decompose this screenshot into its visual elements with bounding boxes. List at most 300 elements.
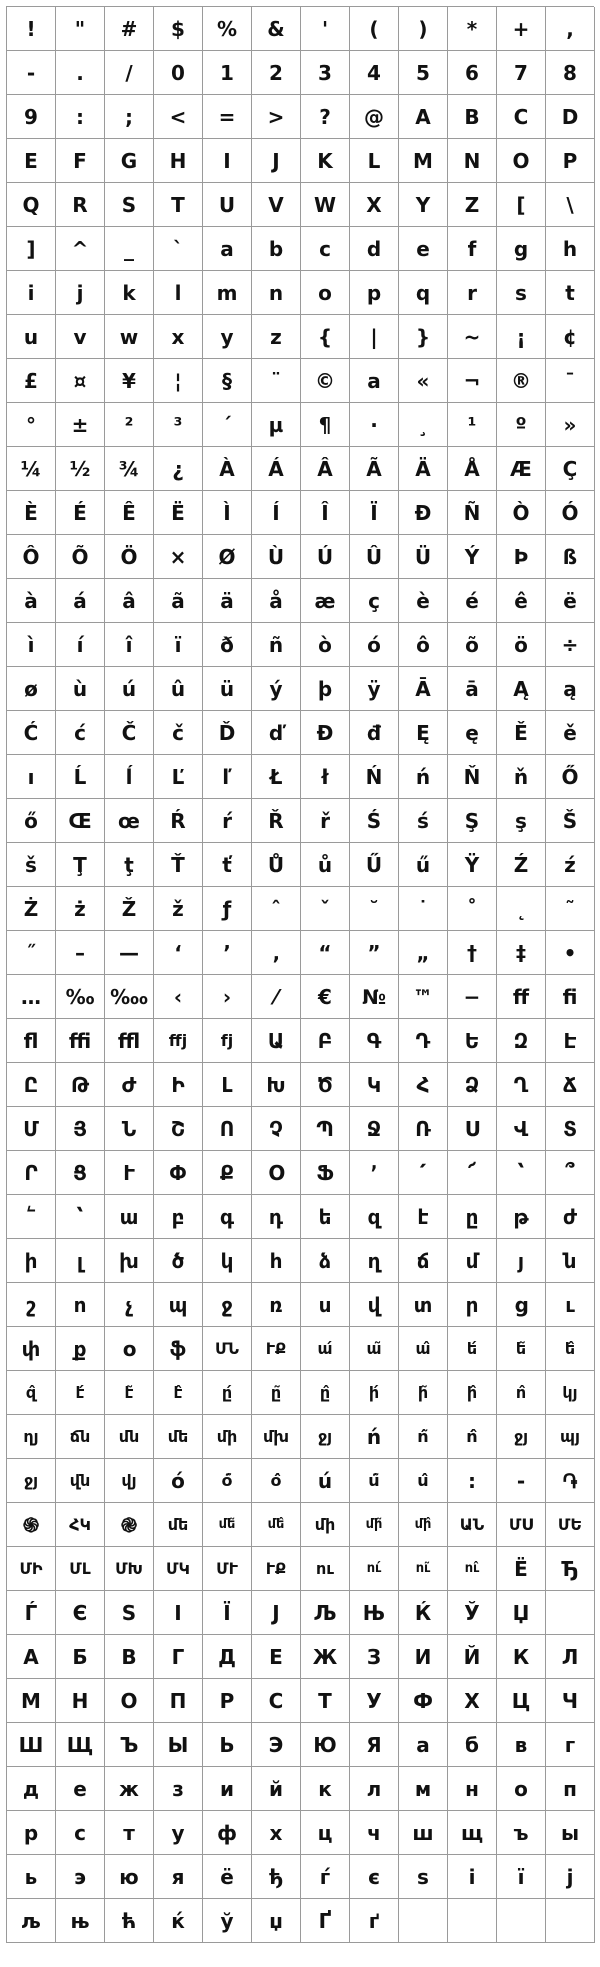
glyph-cell: f [448,227,497,271]
glyph-cell: ю [105,1855,154,1899]
glyph-cell: ђ [252,1855,301,1899]
glyph-cell: ~ [448,315,497,359]
glyph-cell: 6 [448,51,497,95]
glyph-cell: ա̂ [399,1327,448,1371]
glyph-cell: ƒ [203,887,252,931]
glyph-cell: ջ [203,1283,252,1327]
glyph-cell: ո̂ [497,1371,546,1415]
glyph-cell: ե [301,1195,350,1239]
glyph-cell: < [154,95,203,139]
glyph-cell: â [105,579,154,623]
glyph-cell: ﬂ [7,1019,56,1063]
glyph-cell: ô [399,623,448,667]
glyph-cell: § [203,359,252,403]
glyph-cell: մի̃ [350,1503,399,1547]
glyph-cell: t [546,271,595,315]
glyph-cell: i [7,271,56,315]
glyph-cell: ð [203,623,252,667]
glyph-cell: ё [203,1855,252,1899]
glyph-cell: ՄՍ [497,1503,546,1547]
glyph-cell: Ć [7,711,56,755]
glyph-cell: à [7,579,56,623]
glyph-cell: R [56,183,105,227]
glyph-cell: h [546,227,595,271]
glyph-cell: Ո [203,1107,252,1151]
glyph-cell: m [203,271,252,315]
glyph-cell: ֎ [105,1503,154,1547]
glyph-cell: ԱՆ [448,1503,497,1547]
glyph-cell: ї [497,1855,546,1899]
glyph-cell: • [546,931,595,975]
glyph-cell: Ե [448,1019,497,1063]
glyph-cell: E [7,139,56,183]
glyph-cell: ń̂ [448,1415,497,1459]
glyph-cell: е [56,1767,105,1811]
glyph-cell: " [56,7,105,51]
glyph-cell: o [301,271,350,315]
glyph-cell: * [448,7,497,51]
glyph-cell: Ä [399,447,448,491]
glyph-cell: Ј [252,1591,301,1635]
glyph-cell: + [497,7,546,51]
glyph-cell: č [154,711,203,755]
glyph-cell: շ [7,1283,56,1327]
glyph-cell: Ü [399,535,448,579]
glyph-cell: О [105,1679,154,1723]
glyph-cell: ը́ [203,1371,252,1415]
glyph-cell: Ż [7,887,56,931]
glyph-cell: l [154,271,203,315]
glyph-cell: խ [105,1239,154,1283]
glyph-cell: û [154,667,203,711]
glyph-cell: Ş [448,799,497,843]
glyph-cell: Շ [154,1107,203,1151]
glyph-cell: Е [252,1635,301,1679]
glyph-cell: . [56,51,105,95]
glyph-cell: Œ [56,799,105,843]
glyph-cell: ß [546,535,595,579]
glyph-cell: Ґ [301,1899,350,1943]
glyph-cell: № [350,975,399,1019]
glyph-cell: ‹ [154,975,203,1019]
glyph-cell: Ж [301,1635,350,1679]
glyph-cell: ՒՔ [252,1547,301,1591]
glyph-cell: у [154,1811,203,1855]
glyph-cell: ћ [105,1899,154,1943]
glyph-cell: Լ [203,1063,252,1107]
glyph-cell: J [252,139,301,183]
glyph-cell [448,1899,497,1943]
glyph-cell: մե [154,1503,203,1547]
glyph-cell: ľ [203,755,252,799]
glyph-cell: ˜ [546,887,595,931]
glyph-cell: Չ [252,1107,301,1151]
glyph-cell: ա [105,1195,154,1239]
glyph-cell: Х [448,1679,497,1723]
glyph-cell: Ë [154,491,203,535]
glyph-cell: Ւ [105,1151,154,1195]
glyph-cell: µ [252,403,301,447]
glyph-cell: ու̂ [448,1547,497,1591]
glyph-cell: Մ [7,1107,56,1151]
glyph-cell: ու́ [350,1547,399,1591]
glyph-cell: º [497,403,546,447]
glyph-cell: Ф [399,1679,448,1723]
glyph-cell: F [56,139,105,183]
glyph-cell: N [448,139,497,183]
glyph-cell: Ě [497,711,546,755]
glyph-cell: џ [252,1899,301,1943]
glyph-cell: ü [203,667,252,711]
glyph-cell: r [448,271,497,315]
glyph-cell: Z [448,183,497,227]
glyph-cell: ճն [56,1415,105,1459]
glyph-cell: յ [497,1239,546,1283]
glyph-cell: 9 [7,95,56,139]
glyph-cell: щ [448,1811,497,1855]
glyph-cell: Ï [350,491,399,535]
glyph-cell: ˙ [399,887,448,931]
glyph-cell: Ý [448,535,497,579]
glyph-cell: ջյ [7,1459,56,1503]
glyph-cell: L [350,139,399,183]
glyph-cell: ‚ [252,931,301,975]
glyph-cell: Ë [497,1547,546,1591]
glyph-cell: c [301,227,350,271]
glyph-cell: × [154,535,203,579]
glyph-cell: } [399,315,448,359]
glyph-cell: ґ [350,1899,399,1943]
glyph-cell: Э [252,1723,301,1767]
glyph-cell: ⁄ [252,975,301,1019]
glyph-cell [497,1899,546,1943]
glyph-cell: ѓ [301,1855,350,1899]
glyph-cell: ՟ [7,1195,56,1239]
glyph-cell: ¨ [252,359,301,403]
glyph-cell: Q [7,183,56,227]
glyph-cell: Ь [203,1723,252,1767]
glyph-cell: Á [252,447,301,491]
glyph-cell: Ò [497,491,546,535]
glyph-cell: O [497,139,546,183]
glyph-cell: C [497,95,546,139]
glyph-cell: Ю [301,1723,350,1767]
glyph-cell: - [7,51,56,95]
glyph-cell: ř [301,799,350,843]
glyph-cell: И [399,1635,448,1679]
glyph-cell: Â [301,447,350,491]
glyph-cell: ի [7,1239,56,1283]
glyph-cell: м [399,1767,448,1811]
glyph-cell: † [448,931,497,975]
glyph-cell: ň [497,755,546,799]
glyph-cell: ў [203,1899,252,1943]
glyph-cell: y [203,315,252,359]
glyph-cell: Я [350,1723,399,1767]
glyph-cell: Ń [350,755,399,799]
glyph-cell: ճ [399,1239,448,1283]
glyph-cell: q [399,271,448,315]
glyph-cell: ֍ [7,1503,56,1547]
glyph-cell: œ [105,799,154,843]
glyph-cell: Ճ [546,1063,595,1107]
glyph-cell: ě [546,711,595,755]
glyph-cell: B [448,95,497,139]
glyph-cell: І [154,1591,203,1635]
glyph-cell: k [105,271,154,315]
glyph-cell: [ [497,183,546,227]
glyph-cell: ու̃ [399,1547,448,1591]
glyph-cell: ł [301,755,350,799]
glyph-cell: ﬃ [56,1019,105,1063]
glyph-cell: М [7,1679,56,1723]
glyph-cell: ՄԿ [154,1547,203,1591]
glyph-cell: _ [105,227,154,271]
glyph-cell: ; [105,95,154,139]
glyph-cell: Д [203,1635,252,1679]
glyph-cell: ղյ [7,1415,56,1459]
glyph-cell: ö [497,623,546,667]
glyph-cell: n [252,271,301,315]
glyph-cell: Ň [448,755,497,799]
glyph-cell: ա̃ [350,1327,399,1371]
glyph-cell: д [7,1767,56,1811]
glyph-cell: ÿ [350,667,399,711]
glyph-cell: ï [154,623,203,667]
glyph-cell: Ն [105,1107,154,1151]
glyph-cell: Ú [301,535,350,579]
glyph-cell: % [203,7,252,51]
glyph-cell: ñ [252,623,301,667]
glyph-cell: ﬁ [546,975,595,1019]
glyph-cell [546,1591,595,1635]
glyph-cell: ó̃ [203,1459,252,1503]
glyph-cell: Ð [399,491,448,535]
glyph-cell: Å [448,447,497,491]
glyph-cell: Ù [252,535,301,579]
glyph-cell: ﬄ [105,1019,154,1063]
glyph-cell: Ą [497,667,546,711]
glyph-cell: Ր [7,1151,56,1195]
glyph-cell: я [154,1855,203,1899]
glyph-cell: ժ [546,1195,595,1239]
glyph-cell: ծ [154,1239,203,1283]
glyph-cell: ) [399,7,448,51]
glyph-cell: ² [105,403,154,447]
glyph-cell: Ի [154,1063,203,1107]
glyph-cell: վն [56,1459,105,1503]
glyph-cell: ՀԿ [56,1503,105,1547]
glyph-cell: ք [56,1327,105,1371]
glyph-cell: ş [497,799,546,843]
glyph-cell: Ó [546,491,595,535]
glyph-cell: ³ [154,403,203,447]
glyph-cell: | [350,315,399,359]
glyph-cell: ¢ [546,315,595,359]
glyph-cell: Ñ [448,491,497,535]
glyph-cell: š [7,843,56,887]
glyph-cell: 4 [350,51,399,95]
glyph-cell: Ձ [448,1063,497,1107]
glyph-cell: С [252,1679,301,1723]
glyph-cell: գ [203,1195,252,1239]
glyph-cell: ā [448,667,497,711]
glyph-cell: п [546,1767,595,1811]
glyph-cell: ղ [350,1239,399,1283]
glyph-cell: a [203,227,252,271]
glyph-cell: ù [56,667,105,711]
glyph-cell: ê [497,579,546,623]
glyph-cell: 2 [252,51,301,95]
glyph-cell: մի [203,1415,252,1459]
glyph-cell: ր [448,1283,497,1327]
glyph-cell: Բ [301,1019,350,1063]
glyph-cell: ‡ [497,931,546,975]
glyph-cell: ¡ [497,315,546,359]
glyph-cell: Є [56,1591,105,1635]
glyph-cell: а [399,1723,448,1767]
glyph-cell: = [203,95,252,139]
glyph-cell: ը̂ [301,1371,350,1415]
glyph-cell: é [448,579,497,623]
glyph-cell [546,1899,595,1943]
glyph-cell: ջյ [301,1415,350,1459]
glyph-cell: Ў [448,1591,497,1635]
glyph-cell: Ջ [350,1107,399,1151]
glyph-cell: Љ [301,1591,350,1635]
glyph-cell: Թ [56,1063,105,1107]
glyph-cell: ť [203,843,252,887]
glyph-cell: Ђ [546,1547,595,1591]
glyph-cell: Ѕ [105,1591,154,1635]
glyph-cell: 5 [399,51,448,95]
glyph-cell: ¤ [56,359,105,403]
glyph-cell: в [497,1723,546,1767]
glyph-cell: ä [203,579,252,623]
glyph-cell: ц [301,1811,350,1855]
glyph-cell: « [399,359,448,403]
glyph-cell: ш [399,1811,448,1855]
glyph-cell: S [105,183,154,227]
glyph-grid [6,6,594,1943]
glyph-cell: · [350,403,399,447]
glyph-cell: Ì [203,491,252,535]
glyph-cell: 0 [154,51,203,95]
glyph-cell: ы [546,1811,595,1855]
glyph-cell: Ç [546,447,595,491]
glyph-cell: ՜ [448,1151,497,1195]
glyph-cell: a [350,359,399,403]
glyph-cell: Հ [399,1063,448,1107]
glyph-cell: ý [252,667,301,711]
glyph-cell: р [7,1811,56,1855]
glyph-cell: ՄԵ [546,1503,595,1547]
glyph-cell: ŕ [203,799,252,843]
glyph-cell: ˚ [448,887,497,931]
glyph-cell: В [105,1635,154,1679]
glyph-cell: æ [301,579,350,623]
glyph-cell: Գ [350,1019,399,1063]
glyph-cell: Ŕ [154,799,203,843]
glyph-cell: Y [399,183,448,227]
glyph-cell: Þ [497,535,546,579]
glyph-cell: ﬀ [497,975,546,1019]
glyph-cell: ՄԻ [7,1547,56,1591]
glyph-cell: մե̂ [252,1503,301,1547]
glyph-cell: і [448,1855,497,1899]
glyph-cell: ј [546,1855,595,1899]
glyph-cell: ч [350,1811,399,1855]
glyph-cell: Ш [7,1723,56,1767]
glyph-cell: К [497,1635,546,1679]
glyph-cell: ˆ [252,887,301,931]
glyph-cell: ռ [252,1283,301,1327]
glyph-cell: ú̂ [399,1459,448,1503]
glyph-cell: Ը [7,1063,56,1107]
glyph-cell: Ź [497,843,546,887]
glyph-cell: — [105,931,154,975]
glyph-cell: Ы [154,1723,203,1767]
glyph-cell: к [301,1767,350,1811]
glyph-cell: ó [350,623,399,667]
glyph-cell: ú̃ [350,1459,399,1503]
glyph-cell: Է [546,1019,595,1063]
glyph-cell: ™ [399,975,448,1019]
glyph-cell: ի̂ [448,1371,497,1415]
glyph-cell: Û [350,535,399,579]
glyph-cell: – [56,931,105,975]
glyph-cell: վյ [105,1459,154,1503]
glyph-cell: ! [7,7,56,51]
glyph-cell: ń [399,755,448,799]
glyph-cell: ’ [203,931,252,975]
glyph-cell: ՄՒ [203,1547,252,1591]
glyph-cell: ć [56,711,105,755]
glyph-cell: ՄԽ [105,1547,154,1591]
glyph-cell: & [252,7,301,51]
glyph-cell: Ã [350,447,399,491]
glyph-cell: б [448,1723,497,1767]
glyph-cell: զ [350,1195,399,1239]
glyph-cell: Ѓ [7,1591,56,1635]
glyph-cell: н [448,1767,497,1811]
glyph-cell: ď [252,711,301,755]
glyph-cell: ъ [497,1811,546,1855]
glyph-cell: մի̂ [399,1503,448,1547]
glyph-cell [399,1899,448,1943]
glyph-cell: ՚ [350,1151,399,1195]
glyph-cell: ձ [301,1239,350,1283]
glyph-cell: Ø [203,535,252,579]
glyph-cell: ե̃ [497,1327,546,1371]
glyph-cell: $ [154,7,203,51]
glyph-cell: Ռ [399,1107,448,1151]
glyph-cell: v [56,315,105,359]
glyph-cell: њ [56,1899,105,1943]
glyph-cell: b [252,227,301,271]
glyph-cell: Ę [399,711,448,755]
glyph-cell: # [105,7,154,51]
glyph-cell: , [546,7,595,51]
glyph-cell: с [56,1811,105,1855]
glyph-cell: Ս [448,1107,497,1151]
glyph-cell: x [154,315,203,359]
glyph-cell: U [203,183,252,227]
glyph-cell: ˇ [301,887,350,931]
glyph-cell: ¬ [448,359,497,403]
glyph-cell: ë [546,579,595,623]
glyph-cell: Ժ [105,1063,154,1107]
